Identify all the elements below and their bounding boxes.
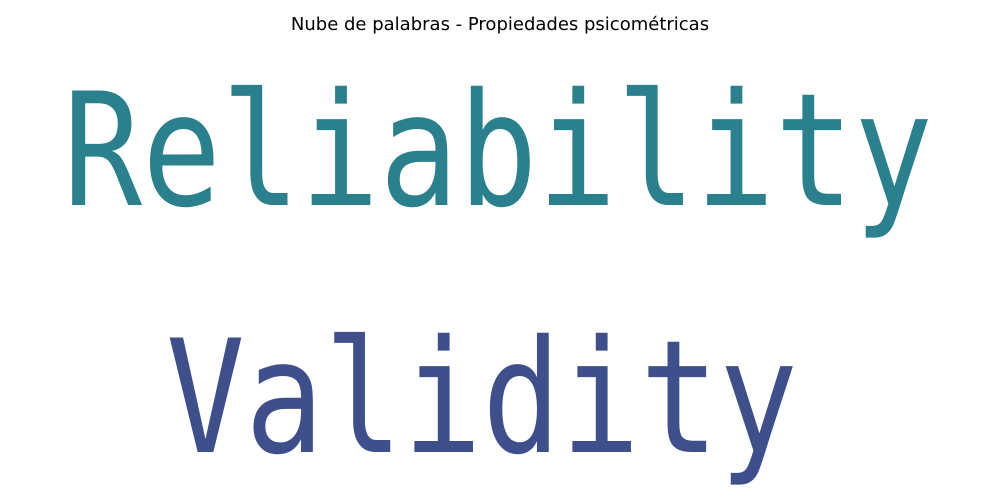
word-reliability: Reliability [63, 60, 933, 243]
word-validity: Validity [166, 307, 798, 490]
chart-title: Nube de palabras - Propiedades psicométricas [290, 14, 710, 35]
